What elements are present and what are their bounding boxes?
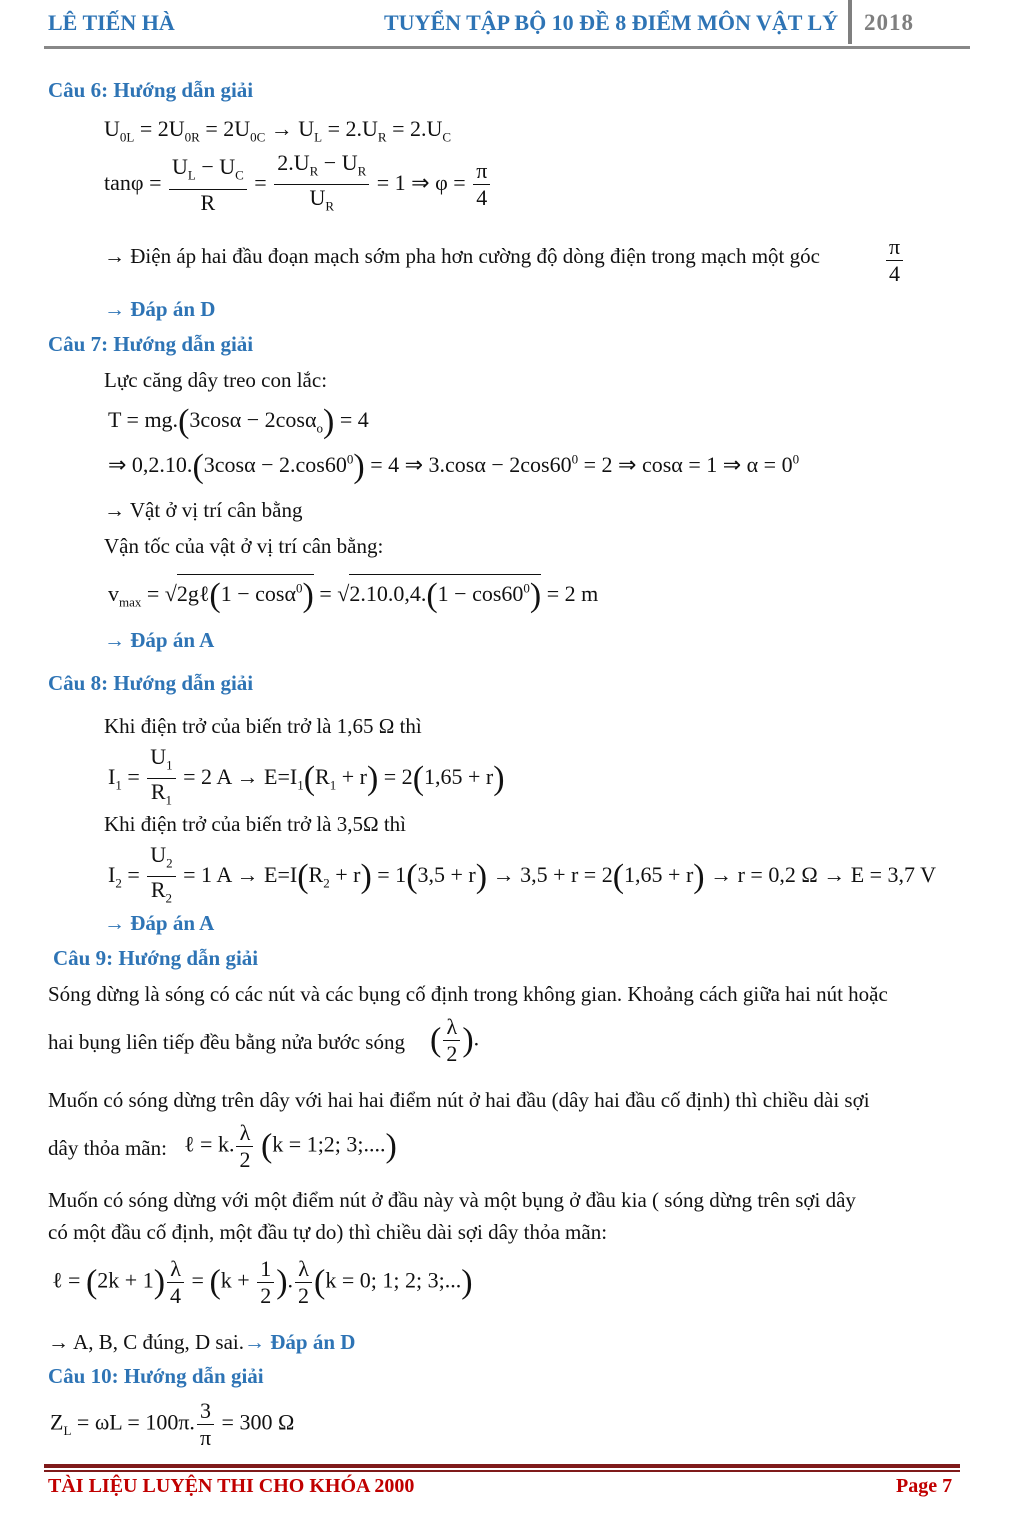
q7-eq3: $v_{max}$ = √2gℓ(1 − $\cos\alpha^0) = √2.10.0,4.(1 - \cos 60^0) = 2$ m bbox=[108, 574, 598, 615]
q6-heading: Câu 6: Hướng dẫn giải bbox=[48, 78, 254, 102]
q9-conclusion bbox=[48, 1330, 355, 1355]
header-year: 2018 bbox=[864, 10, 914, 35]
q6-answer: → Đáp án D bbox=[104, 297, 216, 321]
q6-line1: $U_{0L} = 2U_{0R} = 2U_{0C} \to U_L = 2.U_R = 2.U_C$ bbox=[104, 116, 452, 145]
q9-p3b: có một đầu cố định, một đầu tự do) thì chiều dài sợi dây thỏa mãn: bbox=[48, 1220, 608, 1244]
q8-heading: Câu 8: Hướng dẫn giải bbox=[48, 671, 254, 695]
q9-heading: Câu 9: Hướng dẫn giải bbox=[53, 946, 259, 970]
q10-eq1: $Z_L = \omega L = 100\pi$. $\frac{3}{\pi}$ = 300 Ω bbox=[50, 1398, 295, 1450]
footer-title: TÀI LIỆU LUYỆN THI CHO KHÓA 2000 bbox=[48, 1475, 415, 1497]
header-divider bbox=[848, 0, 852, 44]
q6-conclusion: → Điện áp hai đầu đoạn mạch sớm pha hơn cường độ dòng điện trong mạch một góc bbox=[104, 244, 820, 268]
header-title: TUYỂN TẬP BỘ 10 ĐỀ 8 ĐIỂM MÔN VẬT LÝ bbox=[384, 10, 839, 35]
q6-angle-fraction: $\frac{\pi}{4}$ bbox=[884, 234, 905, 287]
header-rule bbox=[44, 46, 970, 49]
q9-p1b: hai bụng liên tiếp đều bằng nửa bước sóng bbox=[48, 1030, 405, 1054]
q8-eq2: $I_2$ = $\frac{U_2}{R_2}$ = 1 $A \to E=I(R_2 + r) = 1(3,5 + r) \to 3,5 + r = 2(1,65 + r) \to r = 0,2$ Ω → E = 3,7 V bbox=[108, 842, 937, 906]
q8-eq1: $I_1$ = $\frac{U_1}{R_1}$ = 2 $A \to E=I_1(R_1 + r) = 2(1,65 + r)$ bbox=[108, 744, 505, 808]
footer-rule-thin bbox=[44, 1470, 960, 1472]
q9-conclusion-text: → A, B, C đúng, D sai. bbox=[48, 1330, 245, 1354]
q9-p3eq: ℓ = (2k + 1) $\frac{\lambda}{4}$ = (k + $\frac{1}{2}$ ). $\frac{\lambda}{2}$ (k = 0; 1; 2; 3;...) bbox=[52, 1256, 473, 1308]
q10-heading: Câu 10: Hướng dẫn giải bbox=[48, 1364, 264, 1388]
q9-answer: → Đáp án D bbox=[244, 1330, 356, 1354]
q8-answer: → Đáp án A bbox=[104, 911, 215, 935]
q7-eq1: T = mg.(3cosα − 2cosα$_o$) = 4 bbox=[108, 403, 369, 440]
q7-heading: Câu 7: Hướng dẫn giải bbox=[48, 332, 254, 356]
q9-p2a: Muốn có sóng dừng trên dây với hai hai điểm nút ở hai đầu (dây hai đầu cố định) thì chiều dài sợi bbox=[48, 1088, 870, 1112]
q9-p2eq: ℓ = k. $\frac{\lambda}{2}$ (k = 1;2; 3;....) bbox=[184, 1120, 397, 1172]
q7-eq2: ⇒ $0,2.10.(3\cos\alpha - 2.\cos 60^0) = 4$ ⇒ $3.\cos\alpha - 2\cos 60^0 = 2$ ⇒ cosα = 1 ⇒ $\alpha = 0^0$ bbox=[108, 448, 800, 485]
q7-result: → Vật ở vị trí cân bằng bbox=[104, 498, 303, 522]
q7-answer: → Đáp án A bbox=[104, 628, 215, 652]
q8-case1: Khi điện trở của biến trở là 1,65 Ω thì bbox=[104, 714, 422, 738]
q9-p2b: dây thỏa mãn: bbox=[48, 1136, 167, 1160]
footer-rule bbox=[44, 1464, 960, 1468]
q7-speed-intro: Vận tốc của vật ở vị trí cân bằng: bbox=[104, 534, 384, 558]
q6-tan-equation: tanφ = $\frac{U_L - U_C}{R}$ = $\frac{2.U_R - U_R}{U_R}$ = 1 ⇒ φ = $\frac{\pi}{4}$ bbox=[104, 150, 492, 220]
q7-intro: Lực căng dây treo con lắc: bbox=[104, 368, 328, 392]
q9-half-lambda: ( $\frac{\lambda}{2}$ ). bbox=[430, 1014, 480, 1066]
q9-p3a: Muốn có sóng dừng với một điểm nút ở đầu này và một bụng ở đầu kia ( sóng dừng trên sợi dây bbox=[48, 1188, 856, 1212]
q8-case2: Khi điện trở của biến trở là 3,5Ω thì bbox=[104, 812, 406, 836]
q9-p1a: Sóng dừng là sóng có các nút và các bụng cố định trong không gian. Khoảng cách giữa hai nút hoặc bbox=[48, 982, 888, 1006]
page-number: Page 7 bbox=[896, 1475, 953, 1497]
header-author: LÊ TIẾN HÀ bbox=[48, 10, 175, 35]
